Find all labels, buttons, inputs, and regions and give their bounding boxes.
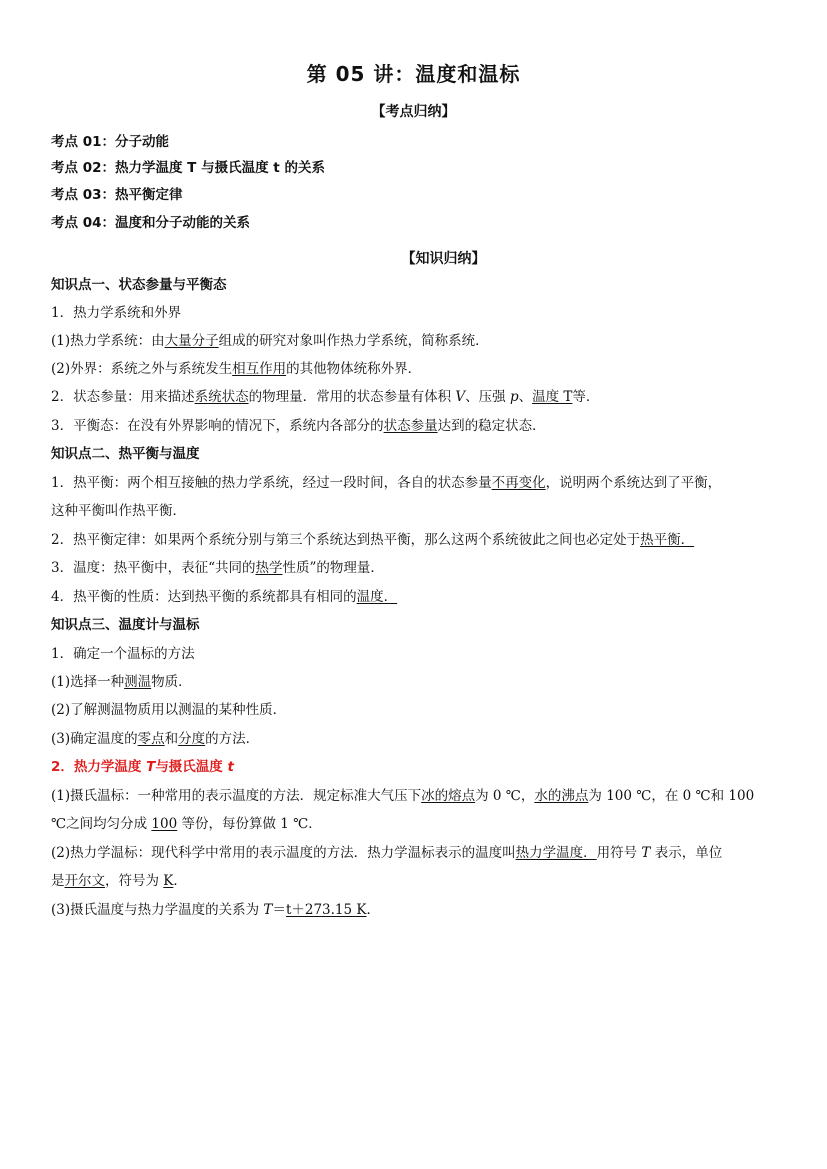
text: ． bbox=[173, 873, 187, 889]
underlined-term: 温度． bbox=[356, 589, 398, 605]
underlined-term: 分度 bbox=[178, 731, 206, 747]
text: (3)确定温度的 bbox=[51, 731, 138, 747]
variable: V bbox=[455, 389, 466, 405]
text: 2．热力学温度 bbox=[51, 759, 147, 775]
paragraph bbox=[51, 331, 781, 351]
text: 等． bbox=[572, 389, 600, 405]
text: 性质”的物理量． bbox=[282, 560, 384, 576]
text: (1)摄氏温标：一种常用的表示温度的方法．规定标准大气压下 bbox=[51, 788, 422, 804]
text: ． bbox=[366, 902, 380, 918]
section-heading: 知识点一、状态参量与平衡态 bbox=[51, 277, 227, 293]
underlined-term: 测温 bbox=[124, 674, 152, 690]
variable: T bbox=[263, 902, 273, 918]
text: (1)选择一种 bbox=[51, 674, 125, 690]
paragraph bbox=[51, 814, 781, 834]
text: 2．热平衡定律：如果两个系统分别与第三个系统达到热平衡，那么这两个系统彼此之间也必定处于 bbox=[51, 532, 641, 548]
text: ，说明两个系统达到了平衡， bbox=[545, 475, 722, 491]
underlined-term: 状态参量 bbox=[383, 418, 438, 434]
subsection-heading bbox=[51, 757, 781, 777]
text: 物质． bbox=[151, 674, 192, 690]
paragraph: 1．确定一个温标的方法 bbox=[51, 646, 195, 662]
underlined-term: 热力学温度． bbox=[515, 845, 597, 861]
underlined-term: 温度 T bbox=[532, 389, 573, 405]
text: 用符号 bbox=[596, 845, 642, 861]
underlined-term: 冰的熔点 bbox=[421, 788, 476, 804]
paragraph bbox=[51, 387, 781, 407]
text: (3)摄氏温度与热力学温度的关系为 bbox=[51, 902, 264, 918]
kaodian-item: 考点 02：热力学温度 T 与摄氏温度 t 的关系 bbox=[51, 160, 325, 176]
text: 的物理量．常用的状态参量有体积 bbox=[248, 389, 456, 405]
kaodian-item: 考点 04：温度和分子动能的关系 bbox=[51, 215, 250, 231]
underlined-term: 100 bbox=[151, 816, 178, 832]
text: 是 bbox=[51, 873, 65, 889]
paragraph bbox=[51, 416, 781, 436]
paragraph bbox=[51, 786, 781, 806]
paragraph bbox=[51, 359, 781, 379]
paragraph bbox=[51, 587, 781, 607]
underlined-term: 大量分子 bbox=[164, 333, 219, 349]
underlined-term: 开尔文 bbox=[64, 873, 105, 889]
underlined-term: 热平衡． bbox=[640, 532, 695, 548]
text: ＝ bbox=[272, 902, 286, 918]
variable: t bbox=[227, 759, 234, 775]
text: (2)热力学温标：现代科学中常用的表示温度的方法．热力学温标表示的温度叫 bbox=[51, 845, 516, 861]
text: 等份，每份算做 1 ℃． bbox=[177, 816, 322, 832]
paragraph bbox=[51, 729, 781, 749]
text: ℃之间均匀分成 bbox=[51, 816, 152, 832]
paragraph: (2)了解测温物质用以测温的某种性质． bbox=[51, 702, 287, 718]
paragraph bbox=[51, 900, 781, 920]
text: 与摄氏温度 bbox=[155, 759, 228, 775]
underlined-term: 不再变化 bbox=[491, 475, 546, 491]
paragraph bbox=[51, 530, 781, 550]
zhishi-header: 【知识归纳】 bbox=[401, 251, 486, 267]
text: 3．温度：热平衡中，表征“共同的 bbox=[51, 560, 256, 576]
variable: T bbox=[641, 845, 651, 861]
underlined-term: K bbox=[163, 873, 174, 889]
paragraph: 这种平衡叫作热平衡． bbox=[51, 503, 186, 519]
text: 2．状态参量：用来描述 bbox=[51, 389, 195, 405]
variable: T bbox=[146, 759, 156, 775]
underlined-term: 水的沸点 bbox=[534, 788, 589, 804]
page-title: 第 05 讲：温度和温标 bbox=[306, 62, 521, 86]
paragraph bbox=[51, 558, 781, 578]
text: (2)外界：系统之外与系统发生 bbox=[51, 361, 233, 377]
underlined-term: 相互作用 bbox=[232, 361, 287, 377]
kaodian-item: 考点 03：热平衡定律 bbox=[51, 187, 183, 203]
text: ，符号为 bbox=[105, 873, 164, 889]
text: 的方法． bbox=[205, 731, 260, 747]
paragraph bbox=[51, 473, 781, 493]
text: 、 bbox=[518, 389, 533, 405]
paragraph bbox=[51, 843, 781, 863]
text: 4．热平衡的性质：达到热平衡的系统都具有相同的 bbox=[51, 589, 357, 605]
text: 、压强 bbox=[465, 389, 510, 405]
text: 为 100 ℃，在 0 ℃和 100 bbox=[588, 788, 755, 804]
text: 的其他物体统称外界． bbox=[286, 361, 422, 377]
text: 达到的稳定状态． bbox=[437, 418, 546, 434]
text: 1．热平衡：两个相互接触的热力学系统，经过一段时间，各自的状态参量 bbox=[51, 475, 492, 491]
paragraph bbox=[51, 871, 781, 891]
text: 组成的研究对象叫作热力学系统，简称系统． bbox=[218, 333, 489, 349]
text: 3．平衡态：在没有外界影响的情况下，系统内各部分的 bbox=[51, 418, 384, 434]
underlined-term: 热学 bbox=[255, 560, 283, 576]
text: 为 0 ℃， bbox=[475, 788, 535, 804]
section-heading: 知识点二、热平衡与温度 bbox=[51, 446, 200, 462]
underlined-term: 零点 bbox=[137, 731, 165, 747]
section-heading: 知识点三、温度计与温标 bbox=[51, 617, 200, 633]
variable: p bbox=[509, 389, 519, 405]
underlined-term: t＋273.15 K bbox=[285, 902, 367, 918]
underlined-term: 系统状态 bbox=[194, 389, 249, 405]
text: 和 bbox=[164, 731, 179, 747]
paragraph bbox=[51, 672, 781, 692]
kaodian-header: 【考点归纳】 bbox=[371, 104, 456, 120]
kaodian-item: 考点 01：分子动能 bbox=[51, 134, 169, 150]
paragraph: 1．热力学系统和外界 bbox=[51, 305, 182, 321]
text: (1)热力学系统：由 bbox=[51, 333, 165, 349]
text: 表示，单位 bbox=[650, 845, 723, 861]
